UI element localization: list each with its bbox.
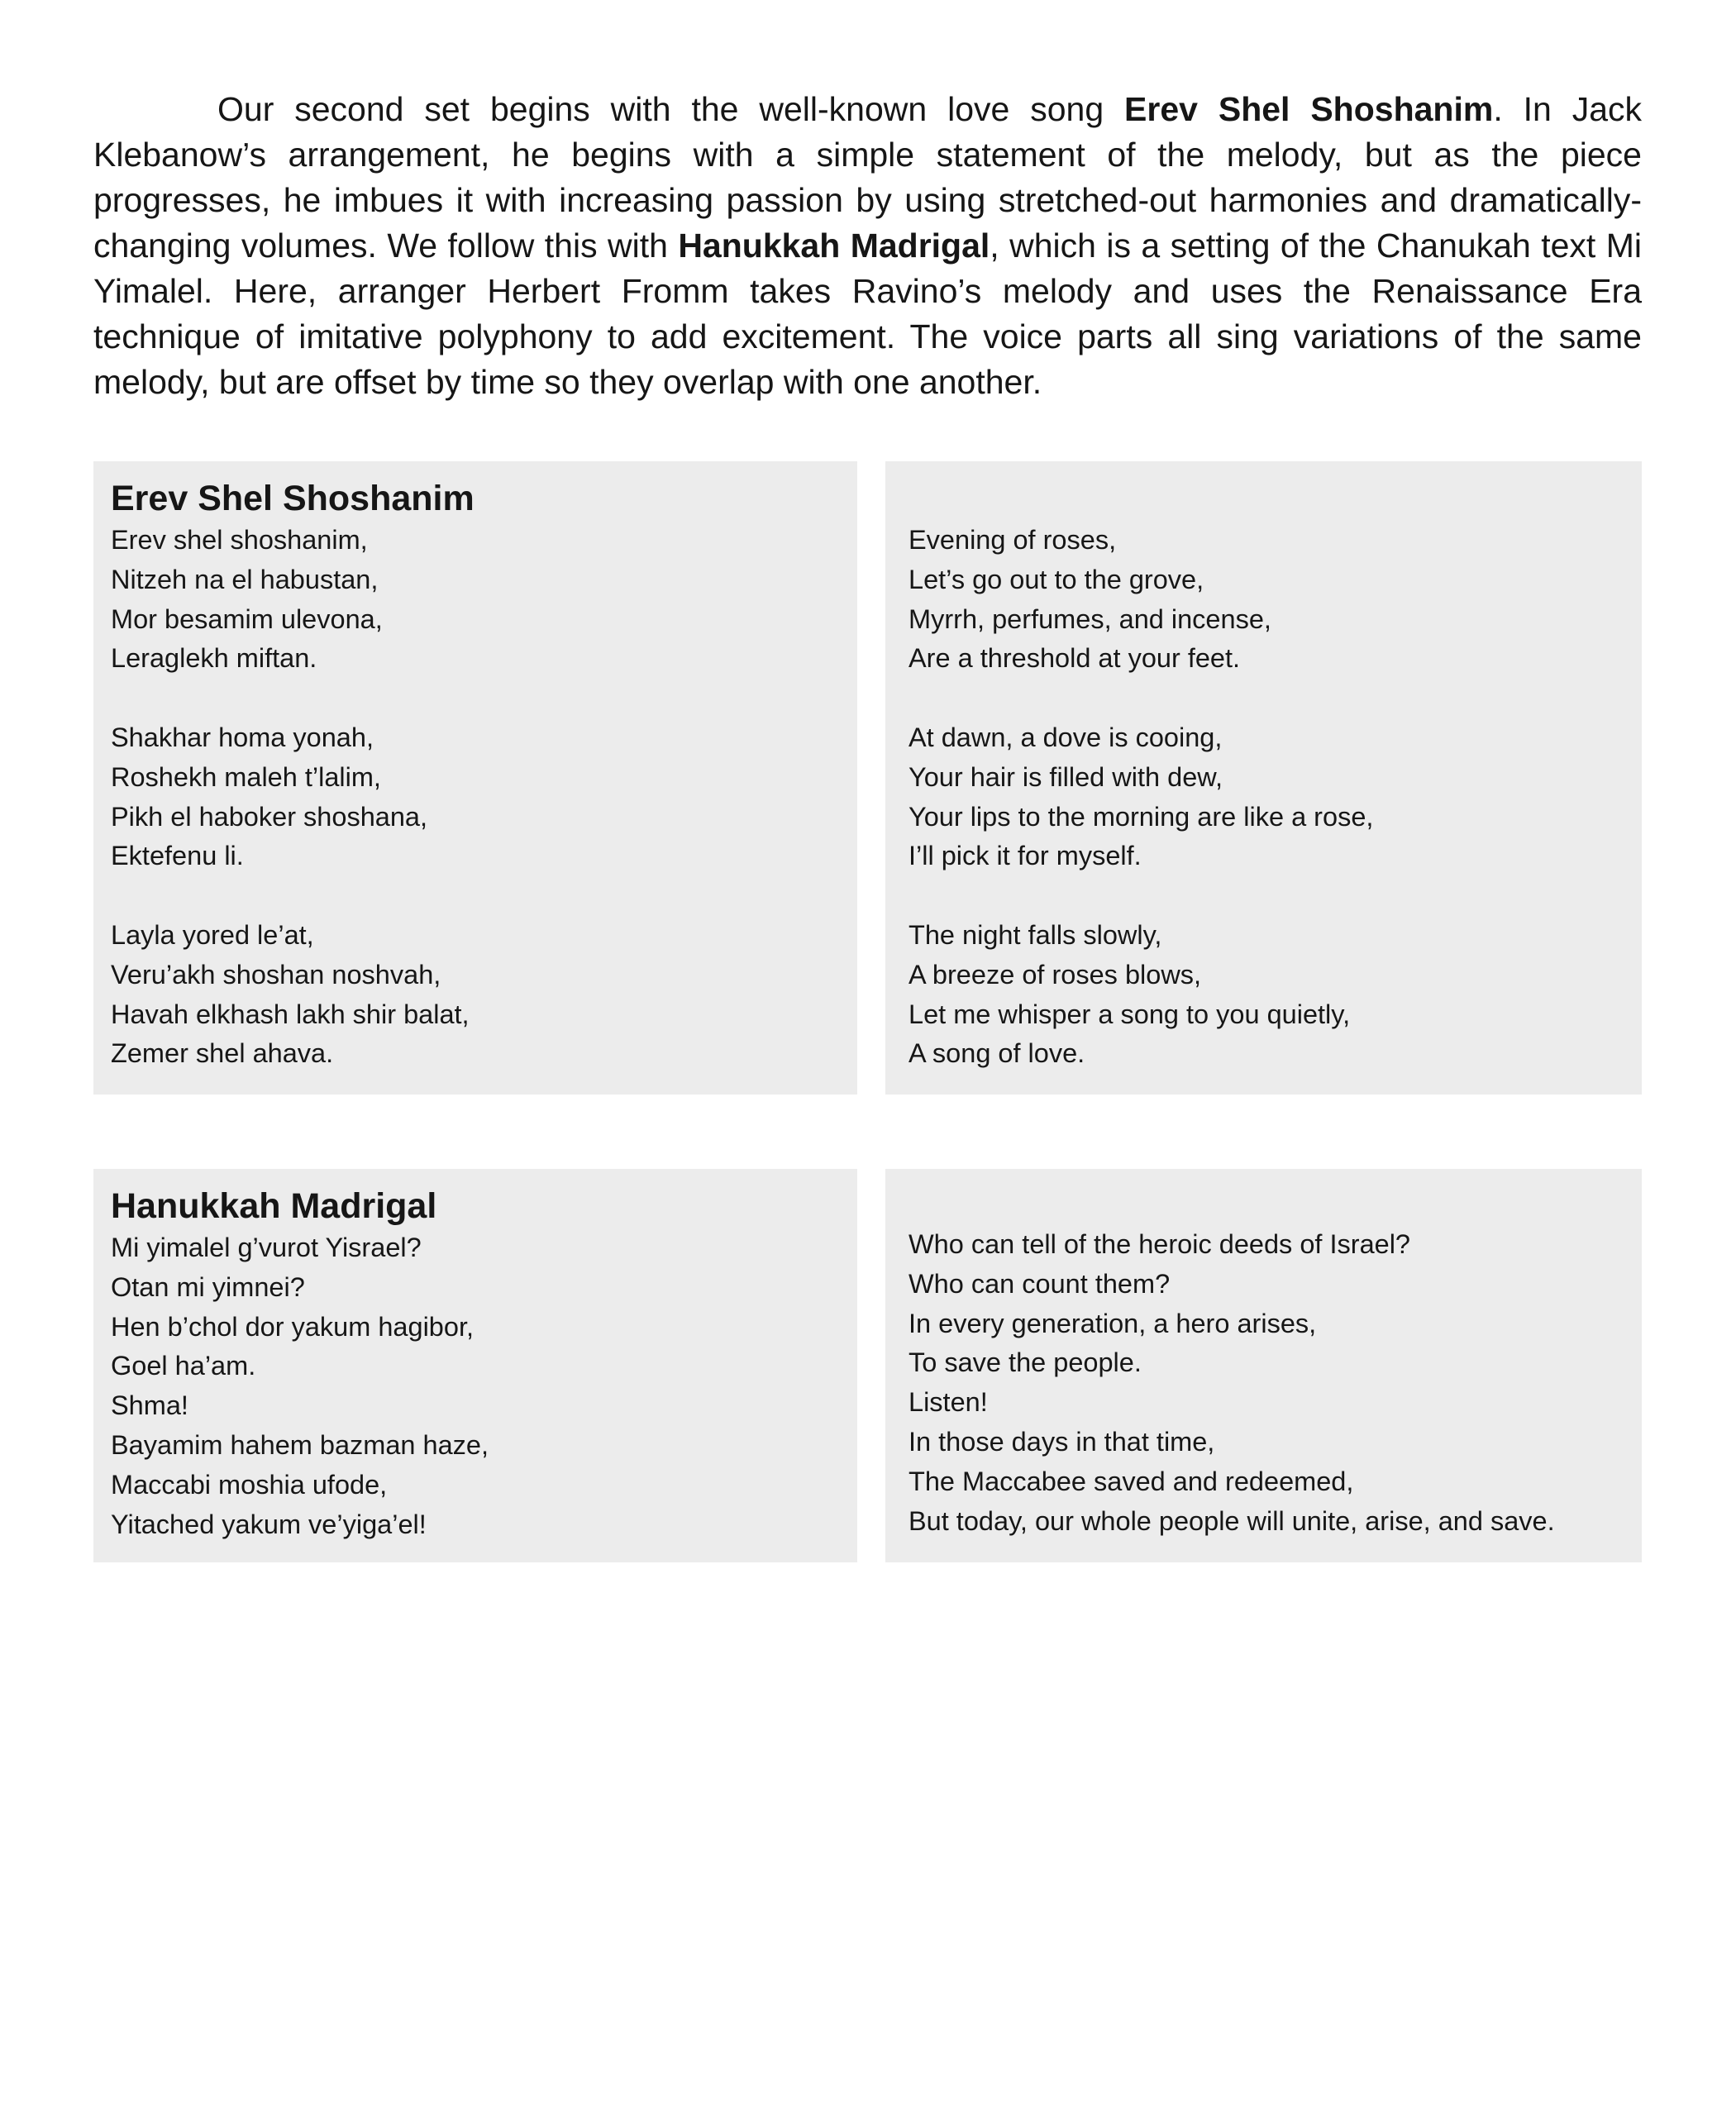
translation-line: Evening of roses,	[909, 525, 1117, 555]
lyric-line: Nitzeh na el habustan,	[111, 564, 379, 594]
intro-text-2: . In Jack Klebanow’s arrangement, he begins with a simple statement of the melody, but as the piece progresses, he imbues it with increasing passion by using stretched-out harmonies and dramatically-changing volumes. We follow this with	[93, 90, 1643, 265]
intro-text-3: , which is a setting of the Chanukah text Mi Yimalel. Here, arranger Herbert Fromm takes Ravino’s melody and uses the Renaissance Era technique of imitative polyphony to add excitement. The voice parts all sing variations of the same melody, but are offset by time so they overlap with one another.	[93, 227, 1642, 401]
translation-line: Listen!	[909, 1387, 988, 1418]
stanza-gap	[909, 876, 1629, 916]
erev-translation-lyrics	[909, 521, 1629, 1074]
lyric-line: Pikh el haboker shoshana,	[111, 801, 428, 832]
translation-line: I’ll pick it for myself.	[909, 841, 1142, 871]
translation-line: Who can tell of the heroic deeds of Israel?	[909, 1229, 1411, 1259]
translation-line: Your lips to the morning are like a rose,	[909, 801, 1374, 832]
lyric-line: Erev shel shoshanim,	[111, 525, 368, 555]
erev-heading: Erev Shel Shoshanim	[111, 479, 475, 518]
translation-line: In those days in that time,	[909, 1426, 1215, 1457]
hanukkah-original-lyrics	[111, 1228, 844, 1544]
lyric-line: Maccabi moshia ufode,	[111, 1469, 388, 1500]
lyric-line: Bayamim hahem bazman haze,	[111, 1429, 489, 1460]
translation-line: But today, our whole people will unite, arise, and save.	[909, 1505, 1555, 1536]
intro-title-hanukkah: Hanukkah Madrigal	[678, 227, 990, 265]
erev-translation-box	[885, 461, 1642, 1095]
lyric-line: Hen b’chol dor yakum hagibor,	[111, 1311, 475, 1342]
lyric-line: Otan mi yimnei?	[111, 1271, 305, 1302]
intro-text-1: Our second set begins with the well-known love song	[217, 90, 1125, 128]
translation-line: Are a threshold at your feet.	[909, 643, 1241, 674]
lyric-line: Yitached yakum ve’yiga’el!	[111, 1509, 427, 1539]
lyric-line: Shma!	[111, 1390, 188, 1421]
stanza-gap	[111, 876, 844, 916]
intro-paragraph	[93, 87, 1642, 405]
translation-line: Who can count them?	[909, 1268, 1171, 1299]
translation-line: At dawn, a dove is cooing,	[909, 722, 1223, 752]
translation-line: A breeze of roses blows,	[909, 959, 1202, 990]
translation-line: To save the people.	[909, 1347, 1142, 1378]
hanukkah-heading: Hanukkah Madrigal	[111, 1186, 437, 1226]
hanukkah-translation-box	[885, 1169, 1642, 1562]
translation-line: Myrrh, perfumes, and incense,	[909, 603, 1271, 634]
translation-line: A song of love.	[909, 1038, 1085, 1069]
translation-line: Your hair is filled with dew,	[909, 761, 1223, 792]
lyric-line: Shakhar homa yonah,	[111, 722, 374, 752]
stanza-gap	[909, 679, 1629, 718]
lyric-line: Layla yored le’at,	[111, 919, 314, 950]
lyric-line: Veru’akh shoshan noshvah,	[111, 959, 441, 990]
stanza-gap	[111, 679, 844, 718]
translation-line: Let’s go out to the grove,	[909, 564, 1204, 594]
lyric-line: Havah elkhash lakh shir balat,	[111, 999, 470, 1029]
translation-line: The Maccabee saved and redeemed,	[909, 1466, 1354, 1496]
lyric-line: Roshekh maleh t’lalim,	[111, 761, 381, 792]
translation-line: In every generation, a hero arises,	[909, 1308, 1317, 1338]
hanukkah-original-box	[93, 1169, 857, 1562]
lyric-line: Ektefenu li.	[111, 841, 244, 871]
erev-original-lyrics	[111, 521, 844, 1074]
lyric-line: Zemer shel ahava.	[111, 1038, 334, 1069]
translation-line: Let me whisper a song to you quietly,	[909, 999, 1351, 1029]
erev-original-box	[93, 461, 857, 1095]
intro-title-erev: Erev Shel Shoshanim	[1124, 90, 1494, 128]
lyric-line: Leraglekh miftan.	[111, 643, 317, 674]
translation-line: The night falls slowly,	[909, 919, 1162, 950]
lyric-line: Mor besamim ulevona,	[111, 603, 383, 634]
lyric-line: Goel ha’am.	[111, 1351, 256, 1381]
hanukkah-translation-lyrics	[909, 1225, 1629, 1541]
lyric-line: Mi yimalel g’vurot Yisrael?	[111, 1233, 422, 1262]
